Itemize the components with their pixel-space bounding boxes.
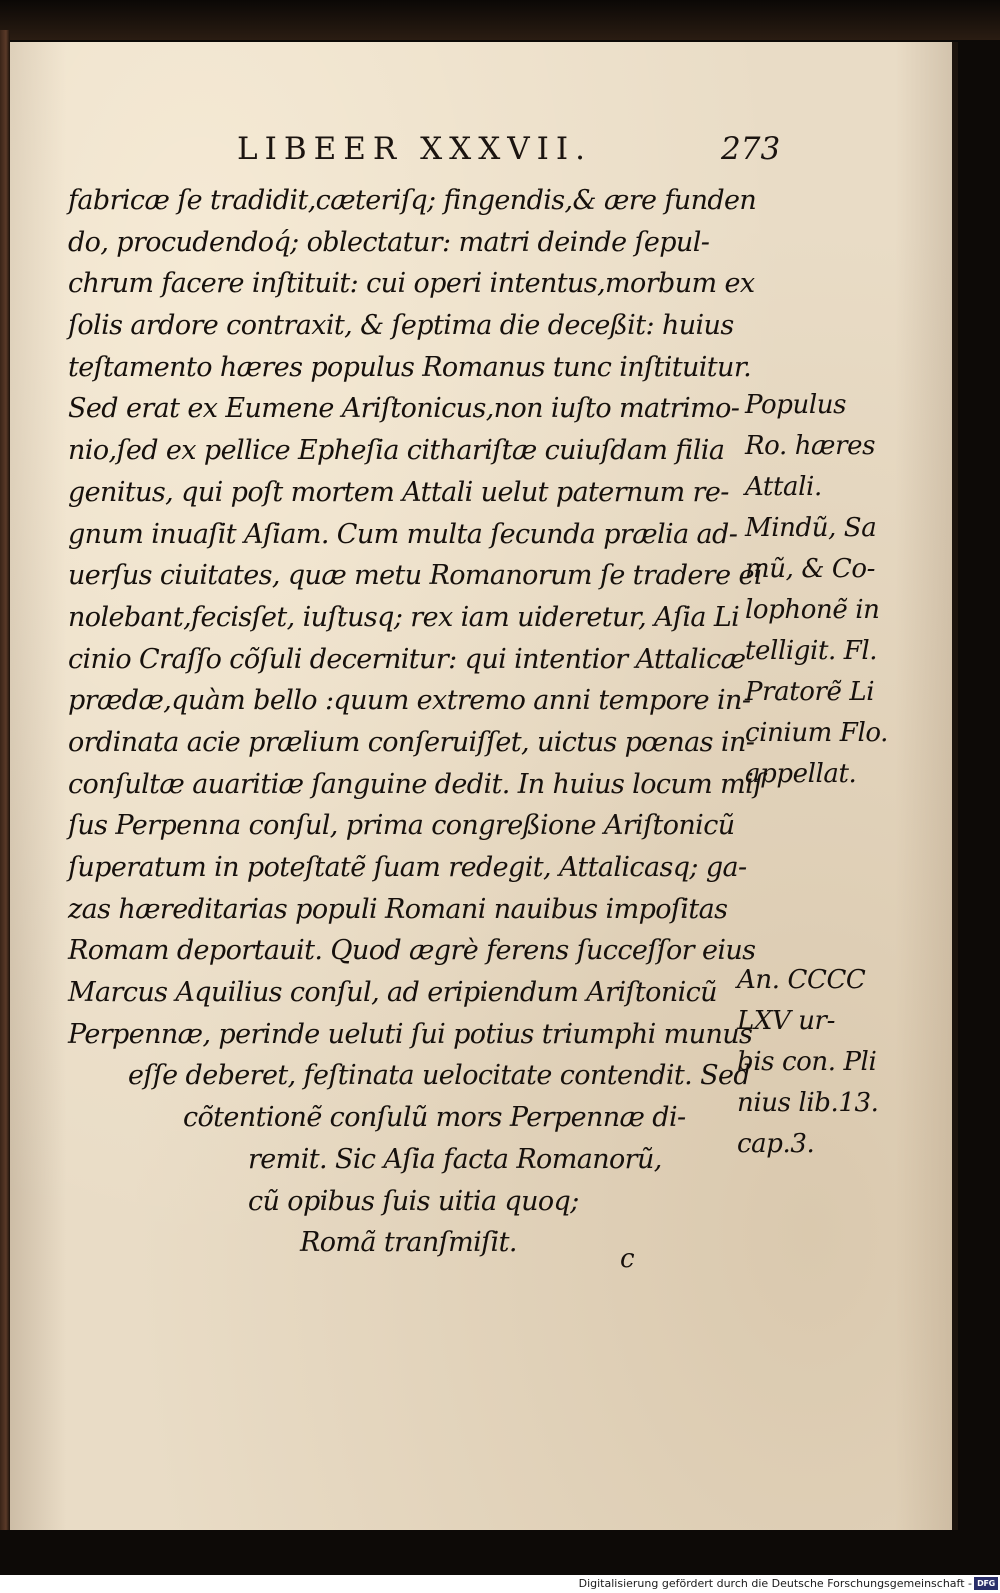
text-line: ſuperatum in poteſtatẽ ſuam redegit, Attalicasq; ga- (68, 852, 747, 883)
text-line: do, procudendoq́; oblectatur: matri deinde ſepul- (68, 226, 710, 258)
book-top-edge (0, 0, 1000, 40)
book-binding-edge (0, 30, 10, 1530)
margin-note-line: telligit. Fl. (745, 636, 878, 666)
margin-note-line: Pratorẽ Li (745, 677, 875, 707)
catchword: c (620, 1244, 635, 1274)
text-line: genitus, qui poſt mortem Attali uelut paternum re- (68, 476, 729, 508)
text-line: remit. Sic Aſia facta Romanorũ, (248, 1143, 662, 1175)
margin-note-line: LXV ur- (737, 1006, 835, 1036)
text-line: cõtentionẽ conſulũ mors Perpennæ di- (183, 1102, 686, 1134)
margin-note-line: cap.3. (737, 1129, 815, 1159)
dfg-logo: DFG (974, 1577, 998, 1590)
text-line: ſus Perpenna conſul, prima congreßione Ariſtonicũ (68, 810, 735, 842)
text-line: uerſus ciuitates, quæ metu Romanorum ſe tradere ei (68, 560, 762, 592)
text-line: zas hæreditarias populi Romani nauibus impoſitas (68, 893, 728, 925)
margin-note-line: An. CCCC (737, 965, 866, 995)
text-line: Perpennæ, perinde ueluti ſui potius triumphi munus (68, 1018, 753, 1050)
text-line: gnum inuaſit Aſiam. Cum multa ſecunda prælia ad- (68, 518, 738, 550)
text-line: cũ opibus ſuis uitia quoq; (248, 1185, 579, 1217)
text-line: ordinata acie prælium conſeruiſſet, uictus pœnas in- (68, 726, 755, 758)
page-number: 273 (721, 131, 781, 167)
text-line: fabricæ ſe tradidit,cæteriſq; fingendis,& ære funden (68, 185, 757, 216)
margin-note-populus (745, 385, 888, 795)
margin-note-line: nius lib.13. (737, 1088, 879, 1118)
text-line: nio,ſed ex pellice Epheſia cithariſtæ cuiuſdam filia (68, 435, 725, 467)
page-header (237, 129, 797, 173)
margin-note-line: lophonẽ in (745, 595, 880, 625)
text-line: Romam deportauit. Quod ægrè ferens ſucceſſor eius (68, 935, 756, 967)
margin-note-line: bis con. Pli (737, 1047, 877, 1077)
text-line: ſolis ardore contraxit, & ſeptima die deceßit: huius (68, 310, 734, 342)
margin-note-line: appellat. (745, 759, 857, 789)
text-line: teſtamento hæres populus Romanus tunc inſtituitur. (68, 351, 752, 383)
margin-note-line: cinium Flo. (745, 718, 889, 748)
funding-credit: Digitalisierung gefördert durch die Deutsche Forschungsgemeinschaft - (578, 1577, 972, 1590)
margin-note-line: Mindũ, Sa (745, 513, 877, 543)
text-line: cinio Craſſo cõſuli decernitur: qui intentior Attalicæ (68, 643, 746, 675)
margin-note-line: Ro. hæres (745, 431, 876, 461)
text-line: prædæ,quàm bello :quum extremo anni tempore in- (68, 685, 751, 717)
main-text-block (68, 180, 763, 1264)
text-line: Romã tranſmiſit. (300, 1227, 517, 1259)
text-line: conſultæ auaritiæ ſanguine dedit. In huius locum miſ (68, 768, 763, 800)
text-line: chrum facere inſtituit: cui operi intentus,morbum ex (68, 268, 755, 300)
text-line: Marcus Aquilius conſul, ad eripiendum Ariſtonicũ (68, 977, 717, 1009)
text-line: eſſe deberet, feſtinata uelocitate contendit. Sed (128, 1060, 751, 1092)
text-line: Sed erat ex Eumene Ariſtonicus,non iuſto matrimo- (68, 393, 740, 425)
margin-note-line: mũ, & Co- (745, 554, 876, 584)
margin-note-line: Attali. (745, 472, 822, 502)
digitization-footer (0, 1575, 1000, 1593)
margin-note-date (737, 960, 879, 1165)
running-title: LIBEER XXXVII. (237, 131, 593, 167)
margin-note-line: Populus (745, 390, 847, 420)
text-line: nolebant,fecisſet, iuſtusq; rex iam uideretur, Aſia Li (68, 601, 740, 633)
